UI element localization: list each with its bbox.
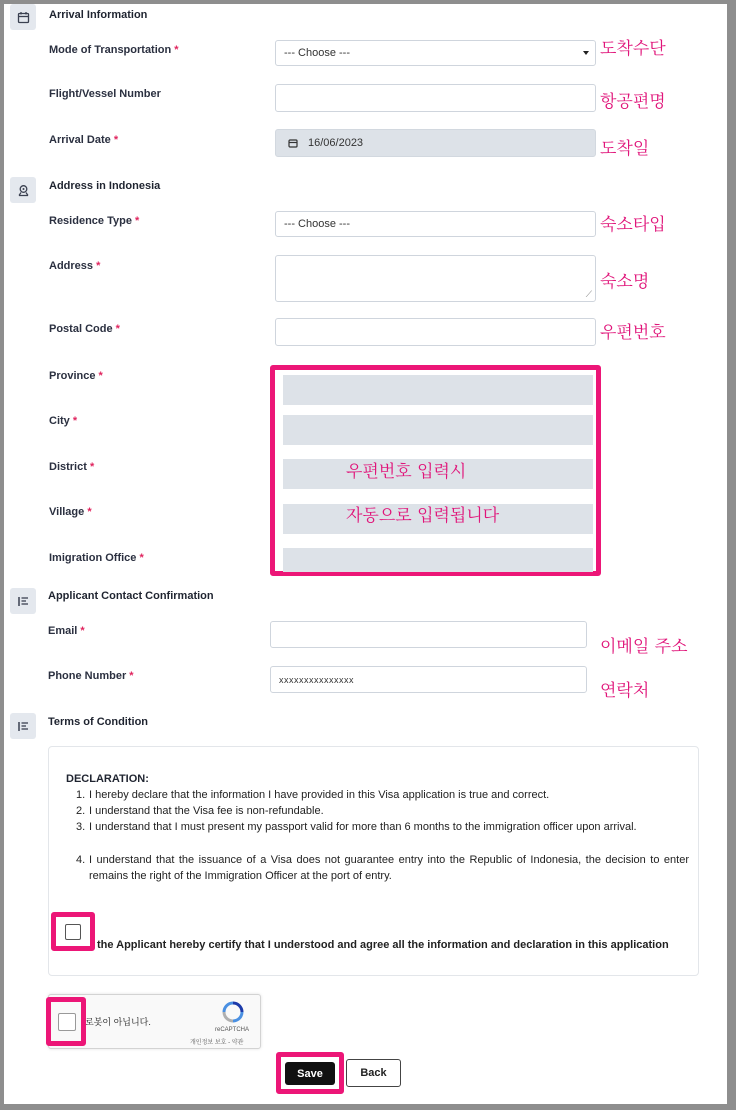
postal-label: Postal Code *: [49, 323, 120, 335]
residence-select[interactable]: --- Choose ---: [275, 211, 596, 237]
annotation-postal: 우편번호: [600, 323, 666, 343]
recaptcha-links[interactable]: 개인정보 보호 - 약관: [190, 1040, 244, 1046]
save-button-highlight: [276, 1052, 344, 1094]
address-label: Address *: [49, 260, 101, 272]
province-label: Province *: [49, 370, 103, 382]
province-field: [283, 375, 593, 405]
annotation-transport: 도착수단: [600, 39, 666, 59]
annotation-auto-line1: 우편번호 입력시: [346, 462, 467, 482]
location-icon: [10, 177, 36, 203]
back-button[interactable]: Back: [346, 1059, 401, 1087]
list-icon: [10, 588, 36, 614]
phone-value: xxxxxxxxxxxxxxx: [279, 674, 354, 685]
declaration-item: I hereby declare that the information I have provided in this Visa application is true and correct.: [89, 789, 550, 801]
annotation-auto-line2: 자동으로 입력됩니다: [346, 506, 500, 526]
phone-label: Phone Number *: [48, 670, 134, 682]
declaration-number: 4.: [76, 854, 86, 866]
annotation-address: 숙소명: [600, 272, 650, 292]
recaptcha-logo-icon: [219, 1000, 247, 1029]
district-label: District *: [49, 461, 95, 473]
agree-checkbox-highlight: [51, 912, 95, 951]
address-textarea[interactable]: [275, 255, 596, 302]
declaration-number: 2.: [76, 805, 86, 817]
agree-text[interactable]: the Applicant hereby certify that I understood and agree all the information and declaration in this application: [97, 939, 669, 951]
email-label: Email *: [48, 625, 85, 637]
flight-label: Flight/Vessel Number: [49, 88, 161, 100]
declaration-item: I understand that the issuance of a Visa does not guarantee entry into the Republic of Indonesia, the decision to enter remains the right of the Immigration Officer at the port of entry.: [89, 854, 689, 882]
declaration-number: 1.: [76, 789, 86, 801]
declaration-item: I understand that the Visa fee is non-refundable.: [89, 805, 324, 817]
city-label: City *: [49, 415, 78, 427]
calendar-small-icon: [288, 138, 298, 148]
declaration-title: DECLARATION:: [66, 773, 149, 785]
imigration-office-field: [283, 548, 593, 572]
transport-label: Mode of Transportation *: [49, 44, 179, 56]
annotation-arrival-date: 도착일: [600, 139, 650, 159]
postal-input[interactable]: [275, 318, 596, 346]
calendar-icon: [10, 4, 36, 30]
recaptcha-checkbox-highlight: [46, 997, 86, 1046]
auto-fill-highlight: [270, 365, 601, 576]
section-title-address: Address in Indonesia: [49, 180, 161, 192]
visa-application-form: [4, 4, 727, 1104]
flight-input[interactable]: [275, 84, 596, 112]
annotation-flight: 항공편명: [600, 92, 666, 112]
email-input[interactable]: [270, 621, 587, 648]
agree-checkbox[interactable]: [65, 924, 81, 940]
section-title-terms: Terms of Condition: [48, 716, 149, 728]
section-title-contact: Applicant Contact Confirmation: [48, 590, 214, 602]
recaptcha-label: 로봇이 아닙니다.: [85, 1017, 151, 1027]
recaptcha-brand: reCAPTCHA: [215, 1027, 250, 1033]
recaptcha-checkbox[interactable]: [58, 1013, 76, 1031]
declaration-number: 3.: [76, 821, 86, 833]
arrival-date-input[interactable]: [275, 129, 596, 157]
declaration-item: I understand that I must present my passport valid for more than 6 months to the immigration officer upon arrival.: [89, 821, 637, 833]
arrival-date-value: 16/06/2023: [308, 137, 364, 149]
declaration-box: [48, 746, 699, 976]
annotation-residence: 숙소타입: [600, 215, 666, 235]
annotation-email: 이메일 주소: [600, 637, 688, 657]
imigration-office-label: Imigration Office *: [49, 552, 144, 564]
save-button[interactable]: Save: [285, 1062, 335, 1085]
phone-input[interactable]: [270, 666, 587, 693]
annotation-phone: 연락처: [600, 681, 650, 701]
resize-handle-icon[interactable]: ⟋: [585, 289, 592, 299]
transport-select[interactable]: --- Choose ---: [275, 40, 596, 66]
village-label: Village *: [49, 506, 92, 518]
terms-list-icon: [10, 713, 36, 739]
city-field: [283, 415, 593, 445]
section-title-arrival: Arrival Information: [49, 9, 148, 21]
residence-label: Residence Type *: [49, 215, 140, 227]
arrival-date-label: Arrival Date *: [49, 134, 119, 146]
